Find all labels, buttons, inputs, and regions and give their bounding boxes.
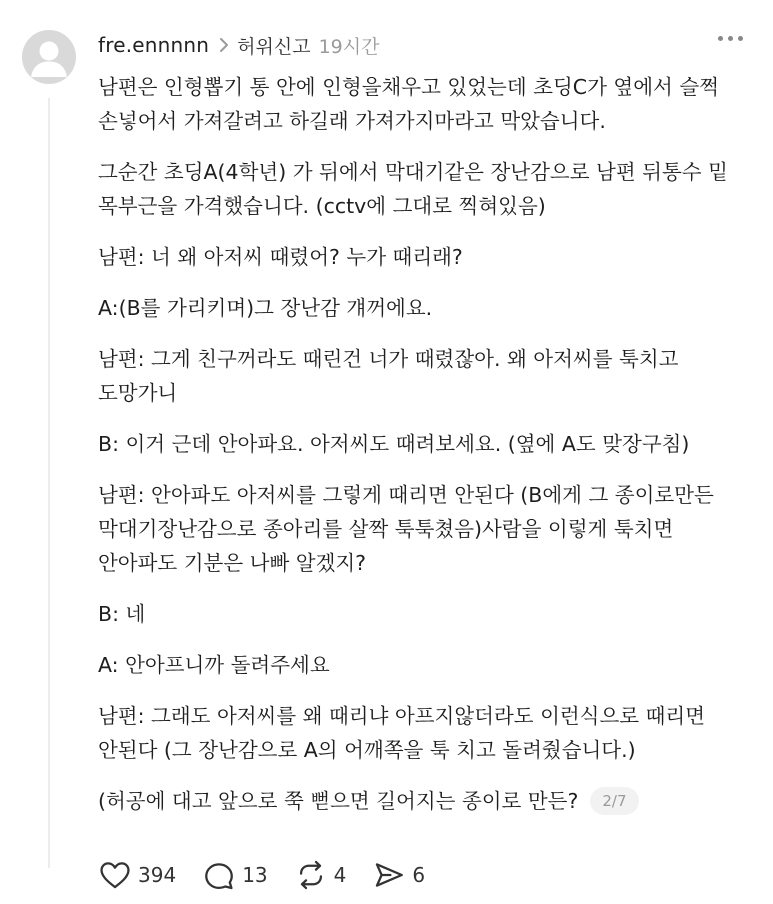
comment-paragraph: B: 네 [98, 602, 146, 626]
repost-button[interactable] [294, 858, 347, 892]
comment-paragraph: 남편: 그래도 아저씨를 왜 때리냐 아프지않더라도 이런식으로 때리면 안된다 (그 장난감으로 A의 어깨쪽을 툭 치고 돌려줬습니다.) [98, 704, 706, 762]
comment-paragraph: 그순간 초딩A(4학년) 가 뒤에서 막대기같은 장난감으로 남편 뒤통수 밑 목부근을 가격했습니다. (cctv에 그대로 찍혀있음) [98, 160, 728, 218]
like-count: 394 [138, 863, 177, 887]
heart-icon [98, 858, 132, 892]
comment-paragraph: 남편: 너 왜 아저씨 때렸어? 누가 때리래? [98, 245, 463, 269]
thread-line [48, 98, 50, 868]
repost-icon [294, 858, 328, 892]
avatar-person-icon [22, 30, 76, 84]
comment-bubble-icon [202, 858, 236, 892]
comment-last-line [98, 784, 758, 818]
board-name[interactable]: 허위신고 [237, 35, 311, 58]
reply-button[interactable] [202, 858, 267, 892]
share-button[interactable] [372, 858, 425, 892]
chevron-right-icon [219, 37, 229, 53]
username[interactable]: fre.ennnnn [98, 33, 210, 57]
comment-paragraph: A: 안아프니까 돌려주세요 [98, 653, 330, 677]
more-dots-icon[interactable] [718, 36, 743, 41]
comment-paragraph: (허공에 대고 앞으로 쭉 뻗으면 길어지는 종이로 만든? [98, 789, 579, 813]
repost-count: 4 [333, 863, 347, 887]
page-indicator: 2/7 [590, 787, 638, 815]
comment-paragraph: B: 이거 근데 안아파요. 아저씨도 때려보세요. (옆에 A도 맞장구침) [98, 432, 690, 456]
comment-paragraph: A:(B를 가리키며)그 장난감 걔꺼에요. [98, 296, 433, 320]
comment-paragraph: 남편: 안아파도 아저씨를 그렇게 때리면 안된다 (B에게 그 종이로만든 막대기장난감으로 종아리를 살짝 툭툭쳤음)사람을 이렇게 툭치면 안아파도 기분은 나빠 알겠지? [98, 483, 714, 575]
timestamp: 19시간 [318, 35, 380, 58]
share-count: 6 [412, 863, 426, 887]
avatar[interactable] [22, 30, 76, 84]
comment-header [98, 28, 379, 62]
comment-paragraph: 남편: 그게 친구꺼라도 때린건 너가 때렸잖아. 왜 아저씨를 툭치고 도망가니 [98, 347, 679, 405]
share-send-icon [372, 858, 406, 892]
comment-paragraph: 남편은 인형뽑기 통 안에 인형을채우고 있었는데 초딩C가 옆에서 슬쩍 손넣어서 가져갈려고 하길래 가져가지마라고 막았습니다. [98, 75, 719, 133]
comment-body [98, 70, 758, 835]
reply-count: 13 [242, 863, 268, 887]
action-bar [98, 856, 451, 894]
like-button[interactable] [98, 858, 176, 892]
